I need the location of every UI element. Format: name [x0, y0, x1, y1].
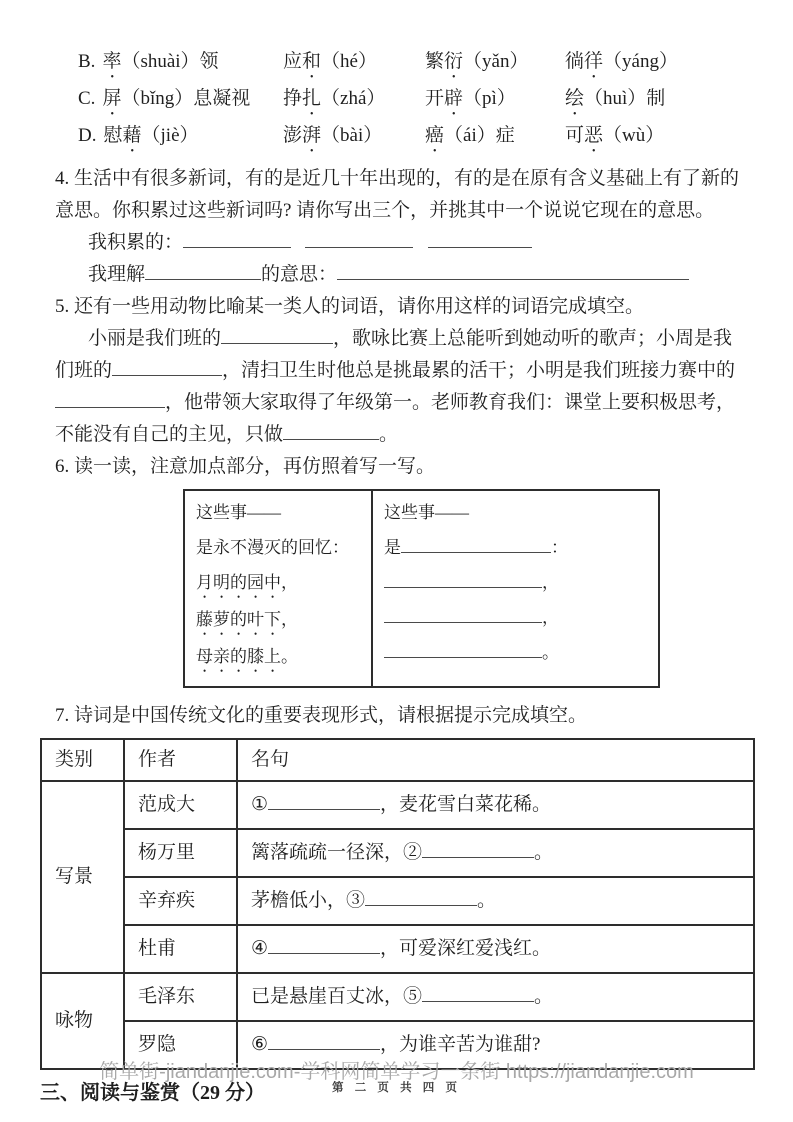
q6-example-line: 是永不漫灭的回忆： [196, 538, 349, 557]
option-word: 率（shuài）领 [102, 51, 219, 72]
q6-answer-line: ， [384, 600, 652, 635]
option-word: 慰藉（jiè） [103, 125, 199, 146]
footer-page-number: 第 二 页 共 四 页 [332, 1082, 461, 1094]
question-4-accumulated-blanks: 我积累的： [88, 227, 755, 259]
q7-author-cell: 杜甫 [124, 925, 237, 973]
answer-blank [221, 324, 333, 344]
answer-blank [305, 228, 413, 248]
question-6-intro: 6. 读一读，注意加点部分，再仿照着写一写。 [55, 456, 436, 477]
q6-answer-line: 是 ： [384, 530, 652, 565]
q7-row [41, 973, 754, 1021]
q6-example-line: 母亲的膝上。 [196, 647, 298, 666]
q7-verse-cell: 茅檐低小，③ 。 [237, 877, 754, 925]
q6-answer-line: 这些事—— [384, 503, 469, 522]
answer-blank [145, 260, 261, 280]
q7-verse-cell: ⑥ ，为谁辛苦为谁甜? [237, 1021, 754, 1069]
question-4-text-line-2: 意思。你积累过这些新词吗? 请你写出三个，并挑其中一个说说它现在的意思。 [55, 200, 715, 221]
option-item [78, 46, 283, 83]
q7-author-cell: 范成大 [124, 781, 237, 829]
option-row-d [78, 120, 755, 157]
q6-example-line: 这些事—— [196, 503, 281, 522]
q7-row [41, 781, 754, 829]
question-5-fill-line-4: 不能没有自己的主见，只做 。 [55, 419, 755, 451]
question-6-table [183, 489, 660, 688]
q7-row [41, 829, 754, 877]
q6-answer-line: 。 [384, 635, 652, 670]
option-word: 绘（huì）制 [565, 88, 666, 109]
q6-answer-line: ， [384, 565, 652, 600]
answer-blank [337, 260, 689, 280]
q7-header-author: 作者 [124, 739, 237, 781]
question-6-section [55, 451, 755, 688]
question-7-table [40, 738, 755, 1070]
answer-blank [283, 420, 379, 440]
question-5-text-line-1: 5. 还有一些用动物比喻某一类人的词语，请你用这样的词语完成填空。 [55, 296, 645, 317]
option-word: 癌（ái）症 [425, 125, 515, 146]
section-3-heading: 三、阅读与鉴赏（29 分） [40, 1082, 265, 1104]
option-word: 澎湃（bài） [283, 125, 383, 146]
option-word: 挣扎（zhá） [283, 88, 386, 109]
option-word: 徜徉（yáng） [565, 51, 678, 72]
q6-answer-cell [372, 490, 659, 687]
answer-blank [55, 388, 165, 408]
pinyin-options-section [55, 46, 755, 157]
q7-row [41, 925, 754, 973]
option-item [78, 83, 283, 120]
q6-example-cell [184, 490, 372, 687]
q7-category-cell: 写景 [41, 781, 124, 973]
option-label: C. [78, 88, 96, 109]
answer-blank [422, 838, 534, 858]
option-word: 开辟（pì） [425, 88, 516, 109]
answer-blank [268, 790, 380, 810]
answer-blank [384, 570, 542, 588]
answer-blank [401, 535, 551, 553]
option-word: 屏（bǐng）息凝视 [102, 88, 251, 109]
q7-author-cell: 杨万里 [124, 829, 237, 877]
q7-header-row [41, 739, 754, 781]
option-word: 可恶（wù） [565, 125, 665, 146]
question-5-section [55, 291, 755, 451]
answer-blank [365, 886, 477, 906]
option-label: B. [78, 51, 96, 72]
question-5-fill-line-3: ，他带领大家取得了年级第一。老师教育我们：课堂上要积极思考， [55, 387, 755, 419]
q7-verse-cell: 篱落疏疏一径深，② 。 [237, 829, 754, 877]
answer-blank [268, 934, 380, 954]
question-7-intro: 7. 诗词是中国传统文化的重要表现形式，请根据提示完成填空。 [55, 705, 588, 726]
option-word: 应和（hé） [283, 51, 377, 72]
answer-blank [112, 356, 222, 376]
answer-blank [422, 982, 534, 1002]
option-item [78, 120, 283, 157]
question-4-section [55, 163, 755, 291]
answer-blank [384, 605, 542, 623]
question-5-fill-line-1: 小丽是我们班的 ，歌咏比赛上总能听到她动听的歌声；小周是我 [88, 323, 755, 355]
q7-verse-cell: 已是悬崖百丈冰，⑤ 。 [237, 973, 754, 1021]
q6-example-line: 藤萝的叶下， [196, 610, 298, 629]
question-7-section [55, 700, 755, 1070]
q7-header-category: 类别 [41, 739, 124, 781]
q7-author-cell: 辛弃疾 [124, 877, 237, 925]
option-word: 繁衍（yǎn） [425, 51, 529, 72]
answer-blank [183, 228, 291, 248]
option-row-c [78, 83, 755, 120]
option-label: D. [78, 125, 97, 146]
q7-category-cell: 咏物 [41, 973, 124, 1069]
answer-blank [428, 228, 532, 248]
question-4-text-line-1: 4. 生活中有很多新词，有的是近几十年出现的，有的是在原有含义基础上有了新的 [55, 168, 740, 189]
answer-blank [384, 640, 542, 658]
q7-row [41, 877, 754, 925]
q7-author-cell: 罗隐 [124, 1021, 237, 1069]
answer-blank [268, 1030, 380, 1050]
q6-example-line: 月明的园中， [196, 573, 298, 592]
footer-watermark: 简单街-jiandanjie.com-学科网简单学习一条街 https://jiandanjie.com [99, 1061, 694, 1083]
q7-author-cell: 毛泽东 [124, 973, 237, 1021]
question-4-meaning-blanks: 我理解 的意思： [88, 259, 755, 291]
option-row-b [78, 46, 755, 83]
q7-verse-cell: ④ ，可爱深红爱浅红。 [237, 925, 754, 973]
q7-verse-cell: ① ，麦花雪白菜花稀。 [237, 781, 754, 829]
question-5-fill-line-2: 们班的 ，清扫卫生时他总是挑最累的活干；小明是我们班接力赛中的 [55, 355, 755, 387]
q7-header-verse: 名句 [237, 739, 754, 781]
